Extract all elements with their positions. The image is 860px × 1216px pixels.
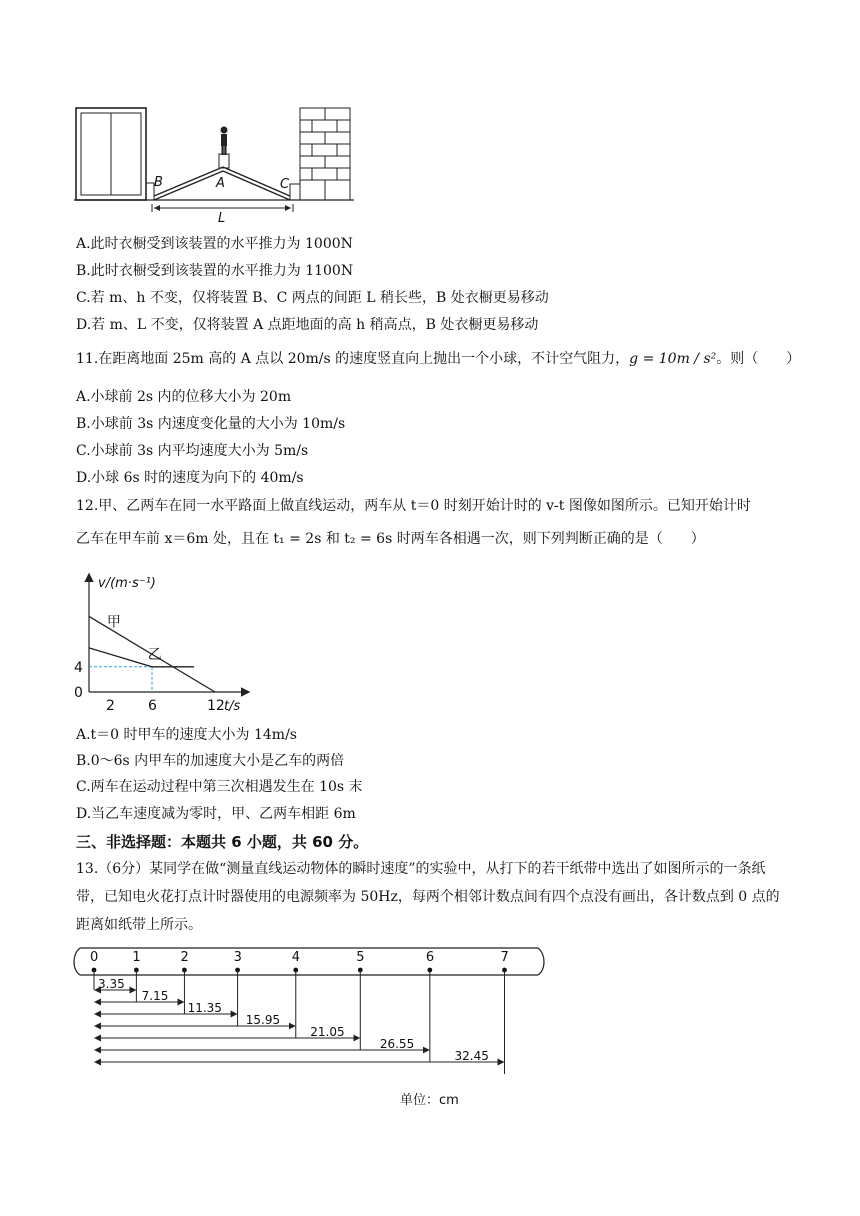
q12-stem-line2: 乙车在甲车前 x＝6m 处，且在 t₁ = 2s 和 t₂ = 6s 时两车各相遇一次，则下列判断正确的是（ ）	[76, 531, 705, 547]
q12-option-c: C.两车在运动过程中第三次相遇发生在 10s 末	[76, 779, 363, 795]
q11-option-d: D.小球 6s 时的速度为向下的 40m/s	[76, 470, 304, 486]
y-tick-label: 4	[74, 659, 83, 676]
q11-stem	[76, 350, 800, 368]
q11-option-a: A.小球前 2s 内的位移大小为 20m	[76, 389, 292, 405]
wardrobe-support-figure	[74, 104, 354, 226]
q11-formula: g = 10m / s²	[629, 351, 717, 367]
q12-option-b: B.0～6s 内甲车的加速度大小是乙车的两倍	[76, 753, 345, 769]
tape-point-label: 5	[356, 950, 365, 965]
person-icon	[221, 127, 228, 156]
unit-label: 单位：cm	[400, 1093, 459, 1108]
tape-point-label: 4	[291, 950, 301, 965]
series-line-2	[89, 648, 194, 667]
q11-stem-text: 11.在距离地面 25m 高的 A 点以 20m/s 的速度竖直向上抛出一个小球，不计空气阻力，	[76, 351, 630, 367]
q13-stem: 13.（6分）某同学在做“测量直线运动物体的瞬时速度”的实验中，从打下的若干纸带中选出了如图所示的一条纸带，已知电火花打点计时器使用的电源频率为 50Hz，每两个相邻计数点间有四个点没有画出，各计数点到 0 点的距离如纸带上所示。	[76, 861, 780, 933]
x-tick-label: 6	[148, 698, 157, 714]
x-tick-label: 2	[106, 698, 115, 714]
tape-point-label: 2	[180, 950, 189, 965]
distance-label: 15.95	[245, 1013, 281, 1027]
distance-label: 32.45	[454, 1049, 489, 1063]
q12-option-d: D.当乙车速度减为零时，甲、乙两车相距 6m	[76, 806, 356, 822]
tape-point-label: 3	[233, 950, 242, 965]
q11-stem-end: 。则（ ）	[716, 351, 801, 367]
tape-point-label: 1	[132, 950, 141, 965]
tape-point-label: 0	[90, 950, 99, 965]
paper-tape	[74, 948, 544, 975]
q12-stem-line1: 12.甲、乙两车在同一水平路面上做直线运动，两车从 t＝0 时刻开始计时的 v-t 图像如图所示。已知开始计时	[76, 498, 751, 514]
tape-point-label: 7	[500, 950, 509, 965]
q11-option-b: B.小球前 3s 内速度变化量的大小为 10m/s	[76, 416, 346, 432]
q12-option-a: A.t＝0 时甲车的速度大小为 14m/s	[76, 727, 297, 743]
label-a: A	[216, 176, 225, 191]
q10-option-d: D.若 m、L 不变，仅将装置 A 点距地面的高 h 稍高点，B 处衣橱更易移动	[76, 317, 539, 333]
vt-chart	[70, 565, 270, 715]
tape-point-label: 6	[425, 950, 435, 965]
q11-option-c: C.小球前 3s 内平均速度大小为 5m/s	[76, 443, 309, 459]
y-axis-label: v/(m·s⁻¹)	[98, 576, 156, 591]
distance-label: 21.05	[310, 1025, 345, 1039]
x-tick-label: 12	[207, 698, 225, 714]
q10-option-c: C.若 m、h 不变，仅将装置 B、C 两点的间距 L 稍长些，B 处衣橱更易移动	[76, 290, 549, 306]
q10-option-b: B.此时衣橱受到该装置的水平推力为 1100N	[76, 263, 354, 279]
distance-label: 11.35	[187, 1001, 222, 1015]
y-tick-label: 0	[74, 685, 83, 701]
label-l: L	[218, 211, 226, 226]
distance-label: 3.35	[98, 977, 125, 991]
distance-label: 7.15	[141, 989, 169, 1003]
label-c: C	[280, 177, 290, 192]
paper-tape-figure	[70, 940, 550, 1110]
label-b: B	[154, 175, 163, 190]
brick-wall	[290, 108, 350, 200]
series-label-yi: 乙	[147, 647, 162, 664]
x-axis-label: t/s	[224, 699, 241, 714]
section-3-title: 三、非选择题：本题共 6 小题，共 60 分。	[76, 833, 369, 851]
series-label-jia: 甲	[106, 614, 121, 631]
distance-label: 26.55	[379, 1037, 415, 1051]
q10-option-a: A.此时衣橱受到该装置的水平推力为 1000N	[76, 236, 353, 252]
